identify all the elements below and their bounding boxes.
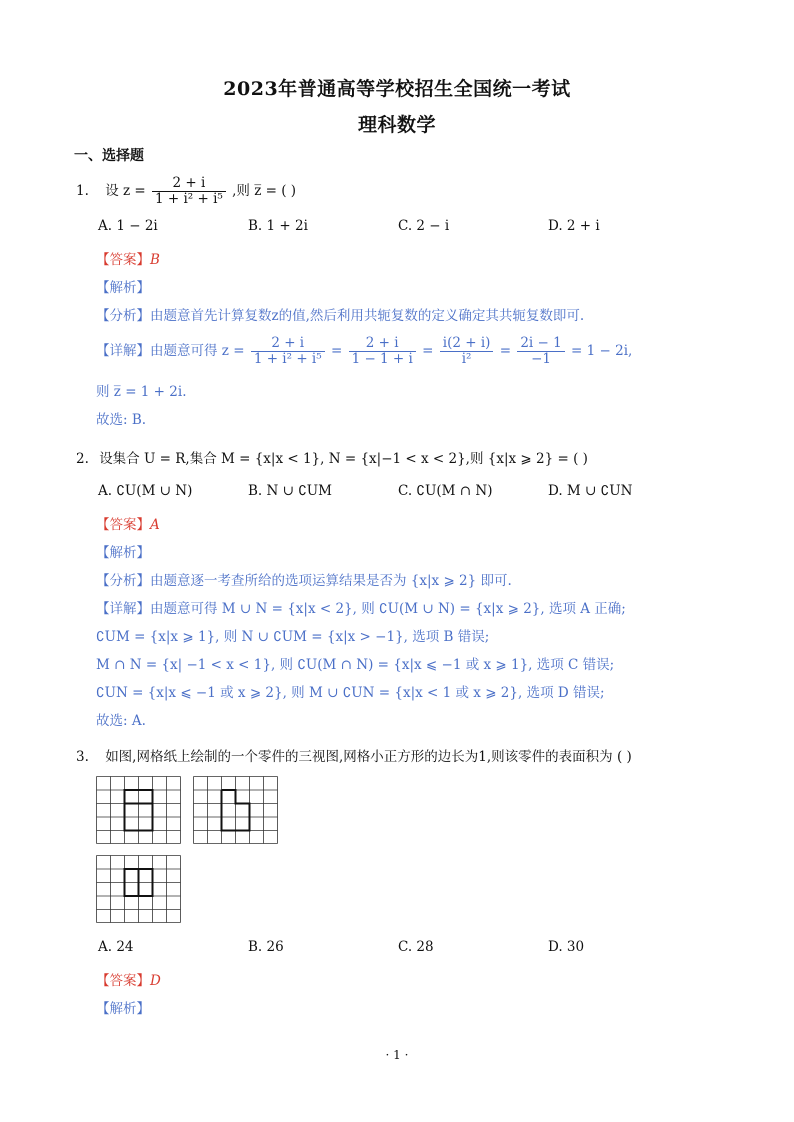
q1-answer-value: B bbox=[150, 252, 160, 268]
q2-answer bbox=[96, 513, 160, 533]
q2-fenxi bbox=[96, 569, 512, 589]
q1-option-c: C. 2 − i bbox=[398, 218, 450, 234]
q1-fenxi-tag: 【分析】 bbox=[96, 308, 150, 324]
q3-option-b: B. 26 bbox=[248, 939, 284, 955]
side-view-grid bbox=[193, 776, 279, 844]
q3-number: 3. bbox=[76, 749, 89, 765]
q3-stem-text: 如图,网格纸上绘制的一个零件的三视图,网格小正方形的边长为1,则该零件的表面积为 ( ) bbox=[105, 749, 632, 765]
q2-analysis-tag: 【解析】 bbox=[96, 545, 150, 561]
q3-answer-value: D bbox=[150, 973, 161, 989]
q1-detail-post: = 1 − 2i, bbox=[571, 343, 633, 359]
q1-stem bbox=[76, 176, 296, 207]
q3-option-c: C. 28 bbox=[398, 939, 434, 955]
q2-detail-2: ∁UM = {x|x ⩾ 1}, 则 N ∪ ∁UM = {x|x > −1}, 选项 B 错误; bbox=[96, 629, 490, 645]
q1-option-d: D. 2 + i bbox=[548, 218, 600, 234]
q1-answer bbox=[96, 248, 160, 268]
q1-frac-num: 2 + i bbox=[152, 176, 226, 192]
front-view-grid bbox=[96, 776, 182, 844]
q2-option-b: B. N ∪ ∁UM bbox=[248, 483, 332, 499]
q3-answer bbox=[96, 969, 161, 989]
q2-option-c: C. ∁U(M ∩ N) bbox=[398, 483, 493, 499]
q1-analysis-tag: 【解析】 bbox=[96, 280, 150, 296]
q2-answer-tag: 【答案】 bbox=[96, 517, 150, 533]
q1-f3-den: i² bbox=[461, 351, 472, 367]
q2-detail-tag: 【详解】 bbox=[96, 601, 150, 617]
q2-choose: 故选: A. bbox=[96, 713, 146, 729]
q1-f2-den: 1 − 1 + i bbox=[351, 351, 413, 367]
q3-option-a: A. 24 bbox=[98, 939, 134, 955]
q1-number: 1. bbox=[76, 183, 89, 199]
q1-choose: 故选: B. bbox=[96, 412, 147, 428]
q3-stem bbox=[76, 745, 632, 765]
q1-f3-num: i(2 + i) bbox=[440, 336, 494, 352]
q1-stem-post: ,则 z̅ = ( ) bbox=[232, 183, 297, 199]
q1-conjugate-line: 则 z̅ = 1 + 2i. bbox=[96, 384, 187, 400]
q2-detail-1 bbox=[96, 597, 626, 617]
page-number: · 1 · bbox=[385, 1048, 409, 1062]
q2-fenxi-tag: 【分析】 bbox=[96, 573, 150, 589]
q1-detail-frac-3 bbox=[440, 336, 494, 367]
q2-option-d: D. M ∪ ∁UN bbox=[548, 483, 633, 499]
q3-analysis-tag: 【解析】 bbox=[96, 1001, 150, 1017]
q2-stem-text: 设集合 U = R,集合 M = {x|x < 1}, N = {x|−1 < x < 2},则 {x|x ⩾ 2} = ( ) bbox=[99, 451, 588, 467]
exam-title: 2023年普通高等学校招生全国统一考试 bbox=[223, 78, 571, 100]
exam-subtitle: 理科数学 bbox=[357, 114, 436, 136]
q1-option-b: B. 1 + 2i bbox=[248, 218, 308, 234]
q2-detail-1-text: 由题意可得 M ∪ N = {x|x < 2}, 则 ∁U(M ∪ N) = {x|x ⩾ 2}, 选项 A 正确; bbox=[150, 601, 626, 617]
q1-f2-num: 2 + i bbox=[349, 336, 416, 352]
q1-detail-pre: 由题意可得 z = bbox=[150, 343, 245, 359]
q1-detail-frac-4 bbox=[517, 336, 564, 367]
q3-answer-tag: 【答案】 bbox=[96, 973, 150, 989]
q1-detail-frac-2 bbox=[349, 336, 416, 367]
q1-detail-frac-1 bbox=[251, 336, 325, 367]
q2-fenxi-text: 由题意逐一考查所给的选项运算结果是否为 {x|x ⩾ 2} 即可. bbox=[150, 573, 512, 589]
q1-fenxi-text: 由题意首先计算复数z的值,然后利用共轭复数的定义确定其共轭复数即可. bbox=[150, 308, 585, 324]
q1-stem-pre: 设 z = bbox=[105, 183, 146, 199]
q3-option-d: D. 30 bbox=[548, 939, 585, 955]
q1-detail-tag: 【详解】 bbox=[96, 343, 150, 359]
q2-detail-4: ∁UN = {x|x ⩽ −1 或 x ⩾ 2}, 则 M ∪ ∁UN = {x|x < 1 或 x ⩾ 2}, 选项 D 错误; bbox=[96, 685, 605, 701]
q1-answer-tag: 【答案】 bbox=[96, 252, 150, 268]
q2-stem bbox=[76, 447, 588, 467]
q1-fenxi bbox=[96, 304, 584, 324]
q1-option-a: A. 1 − 2i bbox=[98, 218, 158, 234]
q2-number: 2. bbox=[76, 451, 89, 467]
q1-detail: 【详解】由题意可得 z = $\frac{2 + i}{\text{1 + i² + i⁵}}$ = $\frac{2 + i}{1 - 1 + i}$ = $\frac{i(2 + i)}{\text{i²}}$ = $\frac{2i - 1}{-1}$ = 1 − 2i, bbox=[96, 335, 633, 367]
q2-detail-3: M ∩ N = {x| −1 < x < 1}, 则 ∁U(M ∩ N) = {x|x ⩽ −1 或 x ⩾ 1}, 选项 C 错误; bbox=[96, 657, 615, 673]
q1-frac-den: 1 + i² + i⁵ bbox=[155, 191, 223, 207]
top-view-grid bbox=[96, 855, 182, 923]
section-heading: 一、选择题 bbox=[74, 148, 144, 164]
q1-f4-num: 2i − 1 bbox=[517, 336, 564, 352]
q1-fraction bbox=[152, 176, 226, 207]
q1-f1-num: 2 + i bbox=[251, 336, 325, 352]
q2-answer-value: A bbox=[150, 517, 160, 533]
q1-f1-den: 1 + i² + i⁵ bbox=[253, 351, 322, 367]
q2-option-a: A. ∁U(M ∪ N) bbox=[98, 483, 193, 499]
q1-f4-den: −1 bbox=[531, 351, 551, 367]
